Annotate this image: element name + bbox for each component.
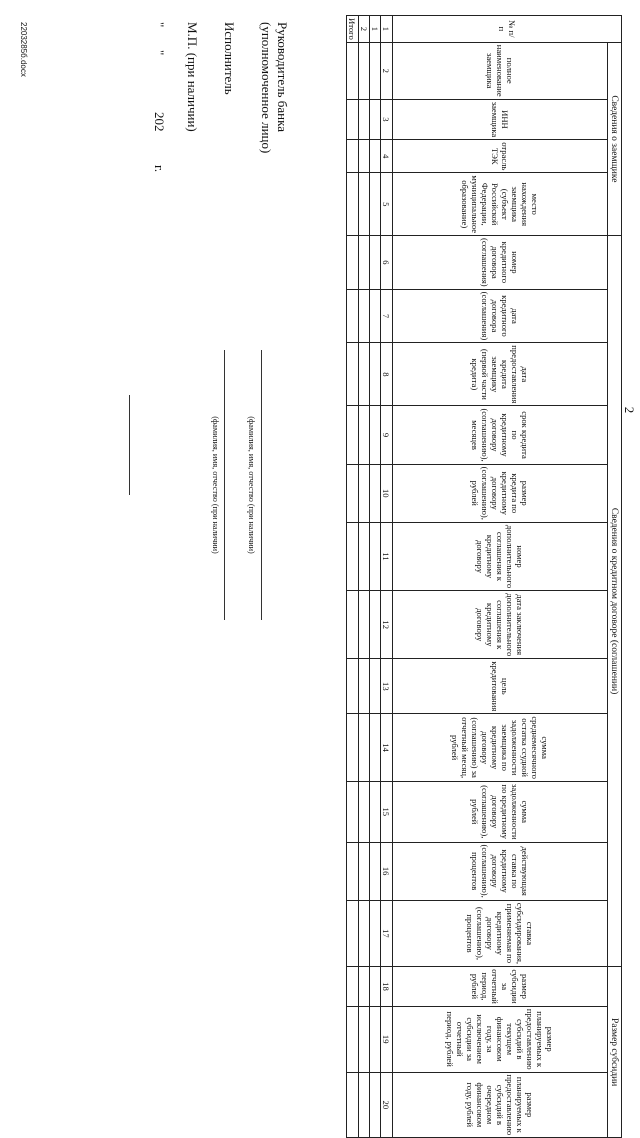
column-number-cell: 5 xyxy=(381,173,393,236)
head-name-caption: (фамилия, имя, отчество (при наличии) xyxy=(247,416,256,554)
column-number-cell: 16 xyxy=(381,842,393,900)
bank-head-title: Руководитель банка xyxy=(275,22,290,132)
table-cell xyxy=(359,591,370,659)
table-cell xyxy=(347,173,359,236)
column-number-cell: 12 xyxy=(381,591,393,659)
executor-signature-line xyxy=(224,350,225,620)
head-signature-line xyxy=(261,350,262,620)
table-cell xyxy=(347,140,359,173)
table-cell xyxy=(347,406,359,464)
column-header-3: ИНН заемщика xyxy=(393,99,608,140)
executor-name-caption: (фамилия, имя, отчество (при наличии) xyxy=(211,416,220,554)
table-cell xyxy=(370,42,381,99)
table-cell xyxy=(347,522,359,590)
column-number-cell: 14 xyxy=(381,714,393,782)
column-label-row xyxy=(393,16,608,1138)
bank-head-subtitle: (уполномоченное лицо) xyxy=(259,22,274,154)
column-header-19: размер планируемых к предоставлению субсидий в текущем финансовом году, за исключением субсидии за отчетный период, рублей xyxy=(393,1006,608,1072)
table-cell xyxy=(347,99,359,140)
column-header-8: дата предоставления кредита заемщику (первой части кредита) xyxy=(393,343,608,406)
table-cell xyxy=(347,289,359,343)
column-number-cell: 9 xyxy=(381,406,393,464)
table-cell xyxy=(359,99,370,140)
row-number-header: № п/п xyxy=(393,16,622,43)
table-cell xyxy=(370,173,381,236)
table-cell xyxy=(370,343,381,406)
column-header-15: сумма задолженности по кредитному договору (соглашению), рублей xyxy=(393,781,608,842)
column-header-4: отрасль ТЭК xyxy=(393,140,608,173)
column-header-10: размер кредита по кредитному договору (соглашению), рублей xyxy=(393,464,608,522)
column-number-cell: 1 xyxy=(381,16,393,43)
column-number-cell: 10 xyxy=(381,464,393,522)
row-number-cell: 2 xyxy=(359,16,370,43)
table-cell xyxy=(370,1072,381,1138)
table-cell xyxy=(370,522,381,590)
table-cell xyxy=(347,464,359,522)
table-cell xyxy=(359,343,370,406)
column-number-cell: 13 xyxy=(381,659,393,714)
column-number-cell: 17 xyxy=(381,900,393,966)
column-header-14: сумма среднемесячного остатка ссудной задолженности заемщика по кредитному договору (соглашению) за отчетный месяц, рублей xyxy=(393,714,608,782)
table-cell xyxy=(370,781,381,842)
total-row xyxy=(347,16,359,1138)
signature-stub-line xyxy=(129,395,130,495)
table-cell xyxy=(359,289,370,343)
table-cell xyxy=(370,464,381,522)
table-cell xyxy=(370,900,381,966)
column-header-13: цель кредитования xyxy=(393,659,608,714)
document-code: 2203285б.docx xyxy=(19,22,28,77)
table-cell xyxy=(347,842,359,900)
table-cell xyxy=(359,522,370,590)
borrower-group-header: Сведения о заемщике xyxy=(608,42,622,235)
column-header-12: дата заключения дополнительного соглашения к кредитному договору xyxy=(393,591,608,659)
column-header-17: ставка субсидирования, применяемая по кредитному договору (соглашению), процентов xyxy=(393,900,608,966)
total-label: Итого xyxy=(347,16,359,43)
table-cell xyxy=(347,42,359,99)
table-cell xyxy=(347,967,359,1007)
table-cell xyxy=(347,781,359,842)
executor-title: Исполнитель xyxy=(222,22,237,95)
table-cell xyxy=(359,140,370,173)
table-cell xyxy=(370,406,381,464)
table-cell xyxy=(359,781,370,842)
table-cell xyxy=(359,464,370,522)
table-row xyxy=(370,16,381,1138)
table-cell xyxy=(347,343,359,406)
table-cell xyxy=(347,900,359,966)
table-cell xyxy=(347,714,359,782)
column-header-16: действующая ставка по кредитному договору (соглашению), процентов xyxy=(393,842,608,900)
table-cell xyxy=(370,99,381,140)
table-cell xyxy=(359,173,370,236)
table-cell xyxy=(370,659,381,714)
column-number-cell: 11 xyxy=(381,522,393,590)
column-number-cell: 19 xyxy=(381,1006,393,1072)
page-number: 2 xyxy=(622,406,637,414)
seal-label: М.П. (при наличии) xyxy=(185,22,200,132)
table-cell xyxy=(370,591,381,659)
table-row xyxy=(359,16,370,1138)
table-cell xyxy=(347,591,359,659)
column-header-2: полное наименование заемщика xyxy=(393,42,608,99)
table-cell xyxy=(370,289,381,343)
column-header-6: номер кредитного договора (соглашения) xyxy=(393,236,608,290)
column-header-11: номер дополнительного соглашения к кредитному договору xyxy=(393,522,608,590)
row-number-cell: 1 xyxy=(370,16,381,43)
credit-group-header: Сведения о кредитном договоре (соглашении) xyxy=(608,236,622,967)
table-cell xyxy=(347,659,359,714)
table-cell xyxy=(359,842,370,900)
table-cell xyxy=(359,1006,370,1072)
column-header-9: срок кредита по кредитному договору (соглашению), месяцев xyxy=(393,406,608,464)
table-cell xyxy=(370,236,381,290)
column-header-18: размер субсидии за отчетный период, рублей xyxy=(393,967,608,1007)
subsidy-group-header: Размер субсидии xyxy=(608,967,622,1138)
column-header-20: размер планируемых к предоставлению субсидий в очередном финансовом году, рублей xyxy=(393,1072,608,1138)
table-cell xyxy=(370,140,381,173)
column-number-cell: 15 xyxy=(381,781,393,842)
table-cell xyxy=(370,714,381,782)
table-cell xyxy=(347,1006,359,1072)
table-cell xyxy=(347,236,359,290)
table-cell xyxy=(359,236,370,290)
table-cell xyxy=(359,406,370,464)
table-cell xyxy=(370,1006,381,1072)
table-cell xyxy=(359,1072,370,1138)
column-number-cell: 3 xyxy=(381,99,393,140)
column-number-cell: 20 xyxy=(381,1072,393,1138)
table-cell xyxy=(347,1072,359,1138)
column-number-cell: 4 xyxy=(381,140,393,173)
column-number-cell: 18 xyxy=(381,967,393,1007)
subsidy-table xyxy=(346,15,622,1138)
column-header-5: место нахождения заемщика (субъект Российской Федерации, муниципальное образование) xyxy=(393,173,608,236)
date-suffix: г. xyxy=(152,165,167,173)
column-header-7: дата кредитного договора (соглашения) xyxy=(393,289,608,343)
table-cell xyxy=(359,900,370,966)
column-number-cell: 7 xyxy=(381,289,393,343)
table-cell xyxy=(359,714,370,782)
table-cell xyxy=(359,967,370,1007)
date-year: 202 xyxy=(152,112,167,132)
table-cell xyxy=(370,842,381,900)
column-number-cell: 8 xyxy=(381,343,393,406)
column-number-cell: 6 xyxy=(381,236,393,290)
column-number-cell: 2 xyxy=(381,42,393,99)
column-number-row xyxy=(381,16,393,1138)
date-open-quote: " xyxy=(152,22,167,28)
date-close-quote: " xyxy=(152,50,167,56)
table-cell xyxy=(359,42,370,99)
table-cell xyxy=(359,659,370,714)
group-header-row xyxy=(608,16,622,1138)
table-cell xyxy=(370,967,381,1007)
